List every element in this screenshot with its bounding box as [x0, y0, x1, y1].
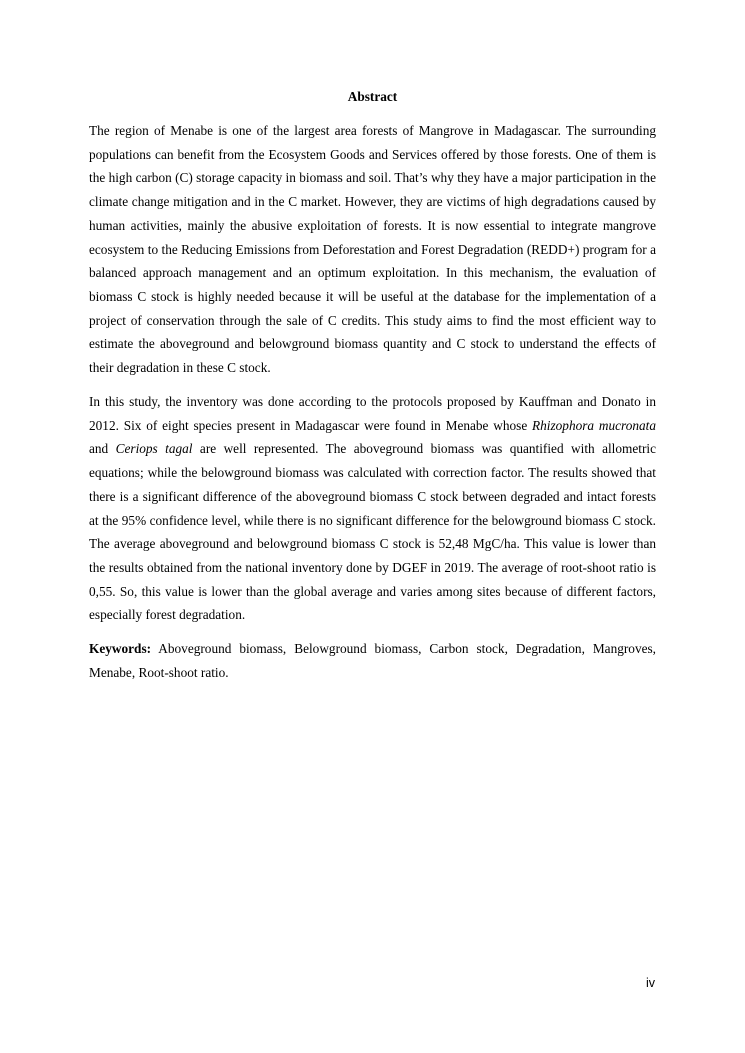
species-name-ceriops: Ceriops tagal — [115, 441, 193, 457]
species-name-rhizophora: Rhizophora mucronata — [532, 417, 656, 433]
abstract-paragraph-1: The region of Menabe is one of the largest area forests of Mangrove in Madagascar. The surrounding populations can benefit from the Ecosystem Goods and Services offered by those forests. One of them is the high carbon (C) storage capacity in biomass and soil. That’s why they have a major participation in the climate change mitigation and in the C market. However, they are victims of high degradations caused by human activities, mainly the abusive exploitation of forests. It is now essential to integrate mangrove ecosystem to the Reducing Emissions from Deforestation and Forest Degradation (REDD+) program for a balanced approach management and an optimum exploitation. In this mechanism, the evaluation of biomass C stock is highly needed because it will be useful at the database for the implementation of a project of conservation through the sale of C credits. This study aims to find the most efficient way to estimate the aboveground and belowground biomass quantity and C stock to understand the effects of their degradation in these C stock. — [89, 123, 656, 376]
paragraph-2-text-1: In this study, the inventory was done according to the protocols proposed by Kauffman and Donato in 2012. Six of eight species present in Madagascar were found in Menabe whose — [89, 394, 656, 433]
keywords-list: Aboveground biomass, Belowground biomass, Carbon stock, Degradation, Mangroves, Menabe, Root-shoot ratio. — [89, 641, 656, 680]
keywords-paragraph — [89, 637, 656, 684]
page-title: Abstract — [347, 89, 398, 104]
paragraph-2-text-3: are well represented. The aboveground biomass was quantified with allometric equations; while the belowground biomass was calculated with correction factor. The results showed that there is a significant difference of the aboveground biomass C stock between degraded and intact forests at the 95% confidence level, while there is no significant difference for the belowground biomass C stock. The average aboveground and belowground biomass C stock is 52,48 MgC/ha. This value is lower than the results obtained from the national inventory done by DGEF in 2019. The average of root-shoot ratio is 0,55. So, this value is lower than the global average and varies among sites because of different factors, especially forest degradation. — [89, 441, 656, 623]
page-number: iv — [645, 976, 655, 990]
abstract-paragraph-2 — [89, 390, 656, 627]
keywords-label: Keywords: — [89, 641, 152, 656]
paragraph-2-text-2: and — [89, 441, 116, 457]
